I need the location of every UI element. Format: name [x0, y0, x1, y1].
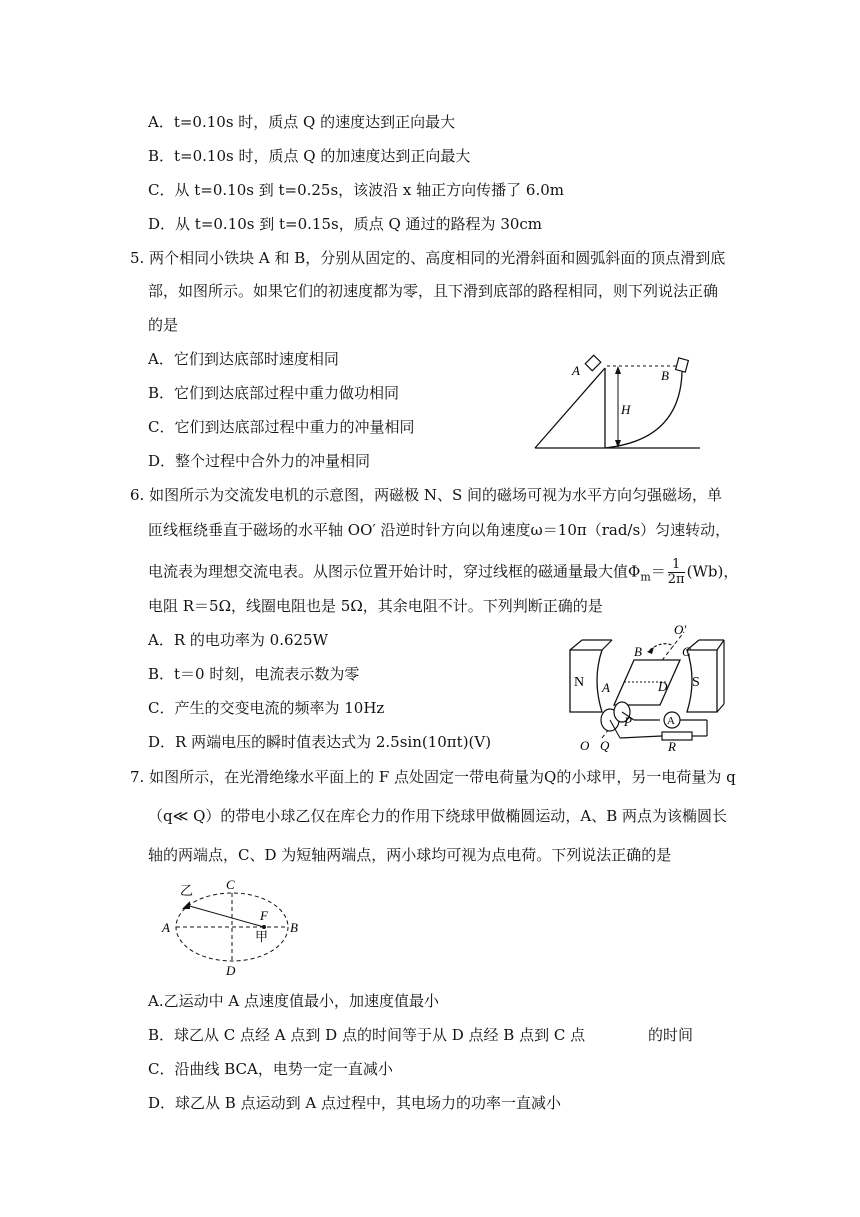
q6-units: (Wb)， — [686, 562, 739, 581]
q6-stem-line1: 6. 如图所示为交流发电机的示意图，两磁极 N、S 间的磁场可视为水平方向匀强磁场，单 — [130, 486, 723, 504]
fig6-label-c: C — [682, 644, 691, 659]
q4-option-a: A．t=0.10s 时，质点 Q 的速度达到正向最大 — [148, 113, 456, 131]
q6-option-a: A．R 的电功率为 0.625W — [148, 631, 329, 649]
q6-option-b: B．t＝0 时刻，电流表示数为零 — [148, 665, 360, 683]
q6-stem-line3 — [148, 558, 738, 588]
q6-fraction — [668, 558, 685, 587]
fig6-ammeter-label: A — [667, 715, 675, 727]
q6-stem-line3-text: 电流表为理想交流电表。从图示位置开始计时，穿过线框的磁通量最大值Φ — [148, 562, 641, 581]
q4-option-b: B．t=0.10s 时，质点 Q 的加速度达到正向最大 — [148, 147, 471, 165]
q7-option-d: D．球乙从 B 点运动到 A 点过程中，其电场力的功率一直减小 — [148, 1094, 561, 1112]
fig6-label-b: B — [634, 644, 642, 659]
fig7-label-d: D — [226, 963, 236, 978]
fig5-label-a: A — [572, 363, 580, 378]
fig5-label-b: B — [661, 368, 669, 383]
fig6-label-o: O — [580, 738, 590, 753]
fig7-label-f: F — [260, 908, 268, 923]
q6-option-d: D．R 两端电压的瞬时值表达式为 2.5sin(10πt)(V) — [148, 733, 492, 751]
fig6-label-n: N — [574, 675, 585, 690]
fig6-label-q: Q — [600, 738, 610, 753]
q5-option-c: C．它们到达底部过程中重力的冲量相同 — [148, 418, 415, 436]
q6-equals: ＝ — [650, 562, 666, 581]
q7-option-c: C．沿曲线 BCA，电势一定一直减小 — [148, 1060, 393, 1078]
fig6-label-s: S — [692, 675, 700, 690]
fig6-label-o-prime: O′ — [674, 622, 687, 637]
fig7-label-c: C — [226, 877, 235, 892]
q6-option-c: C．产生的交变电流的频率为 10Hz — [148, 699, 385, 717]
q7-option-b-tail: 的时间 — [648, 1026, 694, 1044]
q6-stem-line2: 匝线框绕垂直于磁场的水平轴 OO′ 沿逆时针方向以角速度ω＝10π（rad/s）匀速转动， — [148, 521, 731, 539]
generator-figure — [562, 620, 727, 755]
incline-figure — [530, 350, 710, 455]
fig7-label-jia: 甲 — [255, 929, 269, 944]
q5-stem-line2: 部，如图所示。如果它们的初速度都为零，且下滑到底部的路程相同，则下列说法正确 — [148, 282, 719, 300]
q4-option-c: C．从 t=0.10s 到 t=0.25s，该波沿 x 轴正方向传播了 6.0m — [148, 181, 565, 199]
fig6-label-d: D — [658, 679, 668, 694]
fig7-label-b: B — [290, 920, 298, 935]
fig7-label-yi: 乙 — [180, 883, 194, 898]
q5-stem-line3: 的是 — [148, 316, 179, 334]
q7-stem-line2: （q≪ Q）的带电小球乙仅在库仑力的作用下绕球甲做椭圆运动，A、B 两点为该椭圆长 — [148, 807, 727, 825]
q5-stem-line1: 5. 两个相同小铁块 A 和 B，分别从固定的、高度相同的光滑斜面和圆弧斜面的顶点滑到底 — [130, 249, 726, 267]
q6-stem-line4: 电阻 R＝5Ω，线圈电阻也是 5Ω，其余电阻不计。下列判断正确的是 — [148, 597, 603, 615]
q7-option-a: A.乙运动中 A 点速度值最小，加速度值最小 — [148, 992, 439, 1010]
fig5-label-h: H — [621, 402, 631, 417]
fig7-label-a: A — [162, 920, 170, 935]
fig6-label-a: A — [602, 680, 610, 695]
q5-option-b: B．它们到达底部过程中重力做功相同 — [148, 384, 400, 402]
q7-option-b: B．球乙从 C 点经 A 点到 D 点的时间等于从 D 点经 B 点到 C 点 — [148, 1026, 586, 1044]
q4-option-d: D．从 t=0.10s 到 t=0.15s，质点 Q 通过的路程为 30cm — [148, 215, 543, 233]
q6-phi-subscript: m — [640, 570, 651, 584]
q5-option-a: A．它们到达底部时速度相同 — [148, 350, 339, 368]
ellipse-orbit-figure — [160, 875, 305, 980]
fig6-label-p: P — [624, 714, 632, 729]
q6-frac-numerator: 1 — [668, 558, 685, 573]
q7-stem-line1: 7. 如图所示，在光滑绝缘水平面上的 F 点处固定一带电荷量为Q的小球甲，另一电荷量为 q — [130, 768, 736, 786]
q5-option-d: D．整个过程中合外力的冲量相同 — [148, 452, 371, 470]
q6-frac-denominator: 2π — [667, 572, 685, 587]
q7-stem-line3: 轴的两端点，C、D 为短轴两端点，两小球均可视为点电荷。下列说法正确的是 — [148, 846, 672, 864]
fig6-label-r: R — [668, 739, 676, 754]
